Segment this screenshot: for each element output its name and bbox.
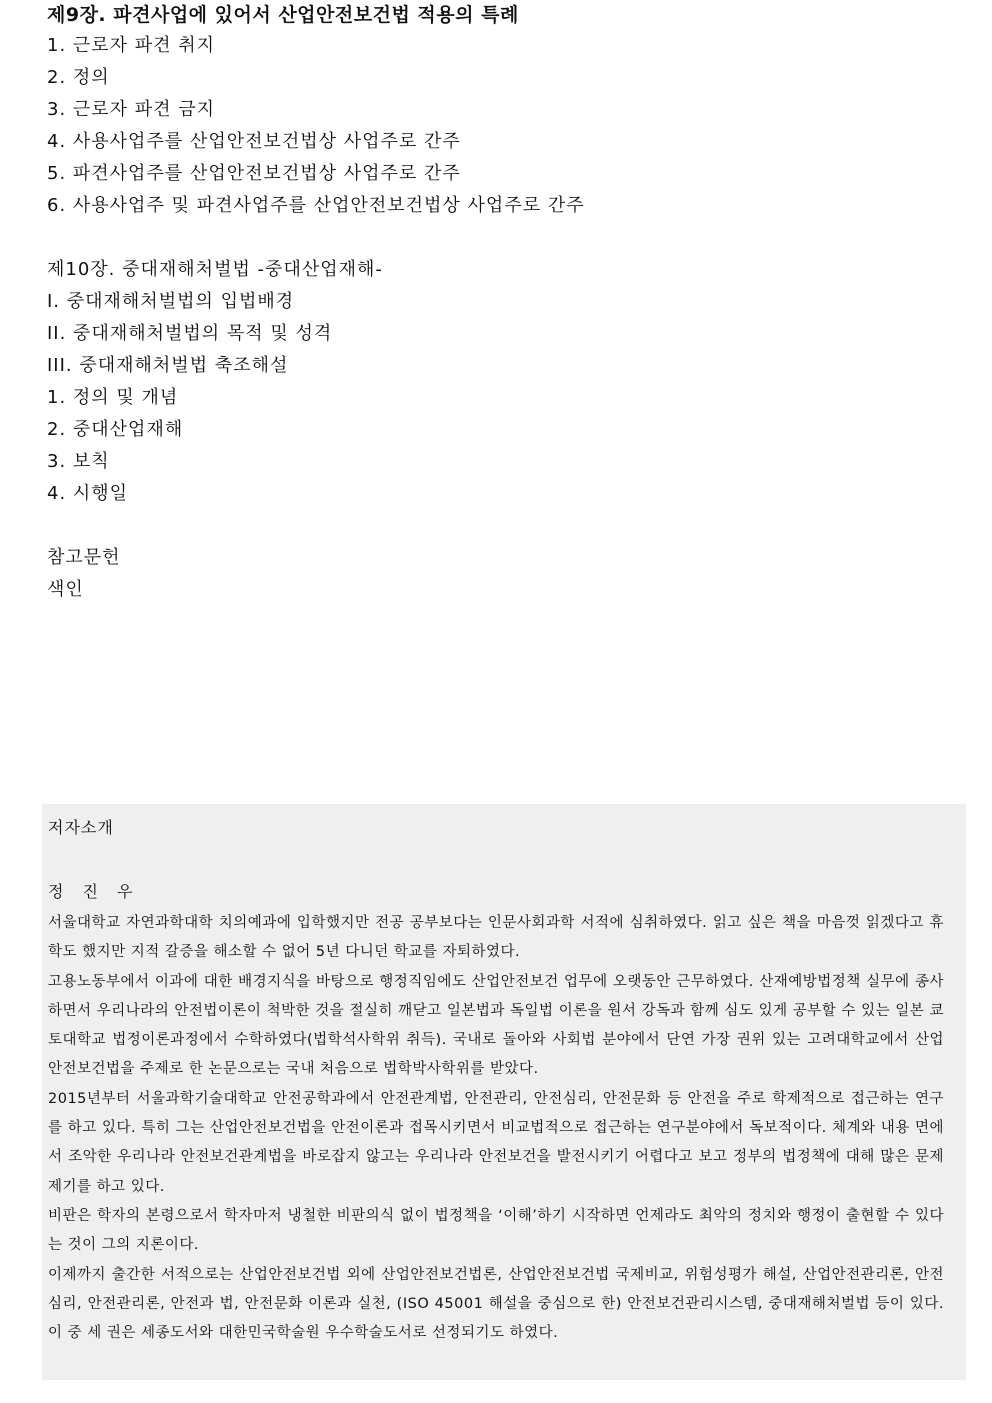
section-gap bbox=[47, 222, 967, 254]
author-name: 정 진 우 bbox=[48, 882, 140, 901]
toc-item: 1. 정의 및 개념 bbox=[47, 387, 179, 408]
table-of-contents bbox=[47, 0, 967, 606]
bio-paragraph: 이제까지 출간한 서적으로는 산업안전보건법 외에 산업안전보건법론, 산업안전보건법 국제비교, 위험성평가 해설, 산업안전관리론, 안전심리, 안전관리론, 안전과 법, 안전문화 이론과 실천, (ISO 45001 해설을 중심으로 한) 안전보건관리시스템, 중대재해처벌법 등이 있다. 이 중 세 권은 세종도서와 대한민국학술원 우수학술도서로 선정되기도 하였다. bbox=[48, 1266, 944, 1342]
toc-item: III. 중대재해처벌법 축조해설 bbox=[47, 355, 289, 376]
toc-item: 1. 근로자 파견 취지 bbox=[47, 35, 216, 56]
toc-item: II. 중대재해처벌법의 목적 및 성격 bbox=[47, 323, 333, 344]
section-gap bbox=[47, 510, 967, 542]
toc-item: 2. 정의 bbox=[47, 67, 110, 88]
toc-item: 5. 파견사업주를 산업안전보건법상 사업주로 간주 bbox=[47, 163, 461, 184]
bio-paragraph: 고용노동부에서 이과에 대한 배경지식을 바탕으로 행정직임에도 산업안전보건 업무에 오랫동안 근무하였다. 산재예방법정책 실무에 종사하면서 우리나라의 안전법이론이 척박한 것을 절실히 깨닫고 일본법과 독일법 이론을 원서 강독과 함께 심도 있게 공부할 수 있는 일본 쿄토대학교 법정이론과정에서 수학하였다(법학석사학위 취득). 국내로 돌아와 사회법 분야에서 단연 가장 권위 있는 고려대학교에서 산업안전보건법을 주제로 한 논문으로는 국내 처음으로 법학박사학위를 받았다. bbox=[48, 973, 944, 1078]
bio-paragraph: 2015년부터 서울과학기술대학교 안전공학과에서 안전관계법, 안전관리, 안전심리, 안전문화 등 안전을 주로 학제적으로 접근하는 연구를 하고 있다. 특히 그는 산업안전보건법을 안전이론과 접목시키면서 비교법적으로 접근하는 연구분야에서 독보적이다. 체계와 내용 면에서 조악한 우리나라 안전보건관계법을 바로잡지 않고는 우리나라 안전보건을 발전시키기 어렵다고 보고 정부의 법정책에 대해 많은 문제제기를 하고 있다. bbox=[48, 1090, 944, 1195]
toc-item: I. 중대재해처벌법의 입법배경 bbox=[47, 291, 295, 312]
toc-item: 3. 보칙 bbox=[47, 451, 110, 472]
toc-item: 3. 근로자 파견 금지 bbox=[47, 99, 216, 120]
toc-item: 2. 중대산업재해 bbox=[47, 419, 184, 440]
bio-paragraph: 서울대학교 자연과학대학 치의예과에 입학했지만 전공 공부보다는 인문사회과학 서적에 심취하였다. 읽고 싶은 책을 마음껏 읽겠다고 휴학도 했지만 지적 갈증을 해소할 수 없어 5년 다니던 학교를 자퇴하였다. bbox=[48, 915, 944, 961]
toc-item: 4. 시행일 bbox=[47, 483, 129, 504]
chapter-10-title: 제10장. 중대재해처벌법 -중대산업재해- bbox=[47, 259, 383, 280]
author-introduction-box bbox=[42, 804, 966, 1380]
index-entry: 색인 bbox=[47, 579, 84, 600]
toc-item: 6. 사용사업주 및 파견사업주를 산업안전보건법상 사업주로 간주 bbox=[47, 195, 585, 216]
bio-paragraph: 비판은 학자의 본령으로서 학자마저 냉철한 비판의식 없이 법정책을 ‘이해’하기 시작하면 언제라도 최악의 정치와 행정이 출현할 수 있다는 것이 그의 지론이다. bbox=[48, 1207, 944, 1254]
toc-item: 4. 사용사업주를 산업안전보건법상 사업주로 간주 bbox=[47, 131, 461, 152]
author-heading: 저자소개 bbox=[48, 818, 114, 837]
chapter-9-title: 제9장. 파견사업에 있어서 산업안전보건법 적용의 특례 bbox=[47, 4, 519, 26]
references-entry: 참고문헌 bbox=[47, 547, 121, 568]
author-biography bbox=[48, 909, 944, 1348]
